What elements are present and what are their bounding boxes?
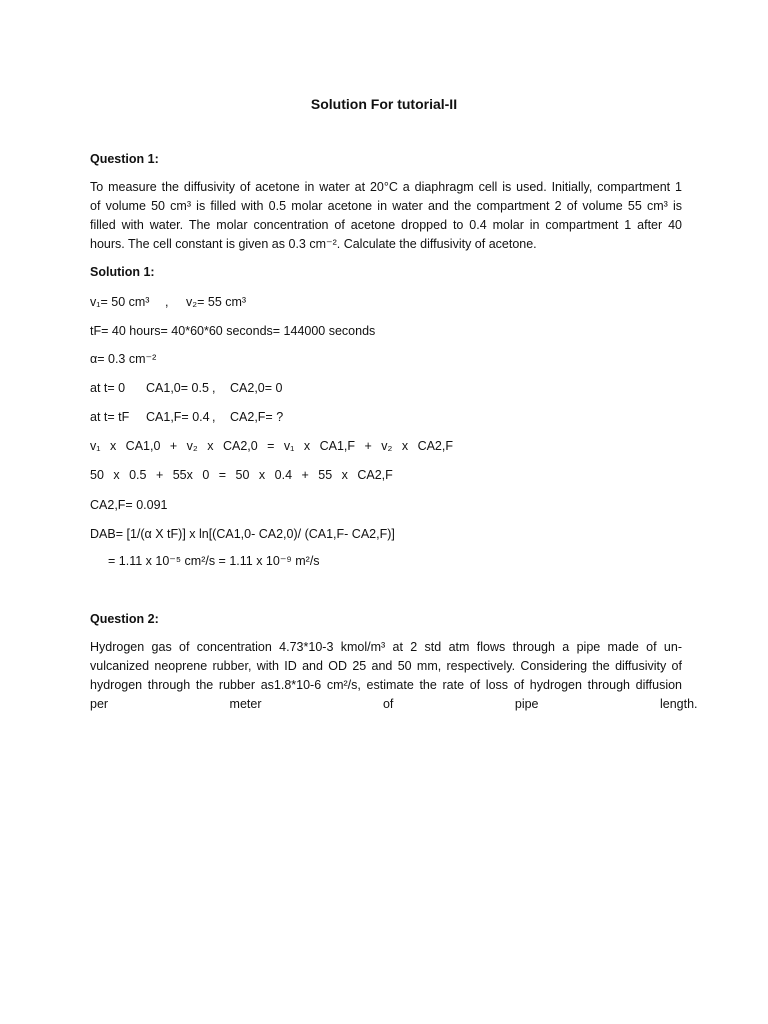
question-1-line: hours. The cell constant is given as 0.3 cm⁻². Calculate the diffusivity of acetone. [90, 237, 537, 251]
question-2-text [90, 638, 698, 714]
final-ca1: CA1,F= 0.4 [146, 410, 210, 424]
initial-ca2: CA2,0= 0 [230, 381, 283, 395]
volume-v1: v₁= 50 cm³ [90, 295, 150, 309]
diffusivity-formula: DAB= [1/(α X tF)] x ln[(CA1,0- CA2,0)/ (CA1,F- CA2,F)] [90, 527, 395, 541]
final-time: tF= 40 hours= 40*60*60 seconds= 144000 seconds [90, 324, 376, 338]
question-1-line: To measure the diffusivity of acetone in water at 20°C a diaphragm cell is used. Initially, compartment 1 [90, 180, 682, 194]
ca2f-result: CA2,F= 0.091 [90, 498, 168, 512]
question-2-line: vulcanized neoprene rubber, with ID and OD 25 and 50 mm, respectively. Considering the diffusivity of [90, 659, 682, 673]
initial-ca1: CA1,0= 0.5 [146, 381, 209, 395]
mass-balance-symbolic: v₁ x CA1,0 + v₂ x CA2,0 = v₁ x CA1,F + v₂ x CA2,F [90, 439, 453, 453]
volume-separator: , [165, 295, 169, 309]
diffusivity-result: = 1.11 x 10⁻⁵ cm²/s = 1.11 x 10⁻⁹ m²/s [108, 554, 320, 568]
question-1-line: of volume 50 cm³ is filled with 0.5 molar acetone in water and the compartment 2 of volume 55 cm³ is [90, 199, 682, 213]
question-2-line: Hydrogen gas of concentration 4.73*10-3 kmol/m³ at 2 std atm flows through a pipe made of un- [90, 640, 682, 654]
cell-constant: α= 0.3 cm⁻² [90, 352, 157, 366]
initial-separator: , [212, 381, 216, 395]
question-2-heading: Question 2: [90, 612, 159, 626]
question-2-line: per meter of pipe length. [90, 697, 698, 711]
question-1-line: filled with water. The molar concentration of acetone dropped to 0.4 molar in compartment 1 after 40 [90, 218, 682, 232]
final-separator: , [212, 410, 216, 424]
question-2-line: hydrogen through the rubber as1.8*10-6 cm²/s, estimate the rate of loss of hydrogen through diffusion [90, 678, 682, 692]
initial-time-label: at t= 0 [90, 381, 126, 395]
mass-balance-numeric: 50 x 0.5 + 55x 0 = 50 x 0.4 + 55 x CA2,F [90, 468, 393, 482]
volume-v2: v₂= 55 cm³ [186, 295, 247, 309]
question-1-text [90, 178, 682, 254]
question-1-heading: Question 1: [90, 152, 159, 166]
final-ca2: CA2,F= ? [230, 410, 284, 424]
solution-1-heading: Solution 1: [90, 265, 155, 279]
page-title: Solution For tutorial-II [310, 96, 458, 112]
final-time-label: at t= tF [90, 410, 130, 424]
